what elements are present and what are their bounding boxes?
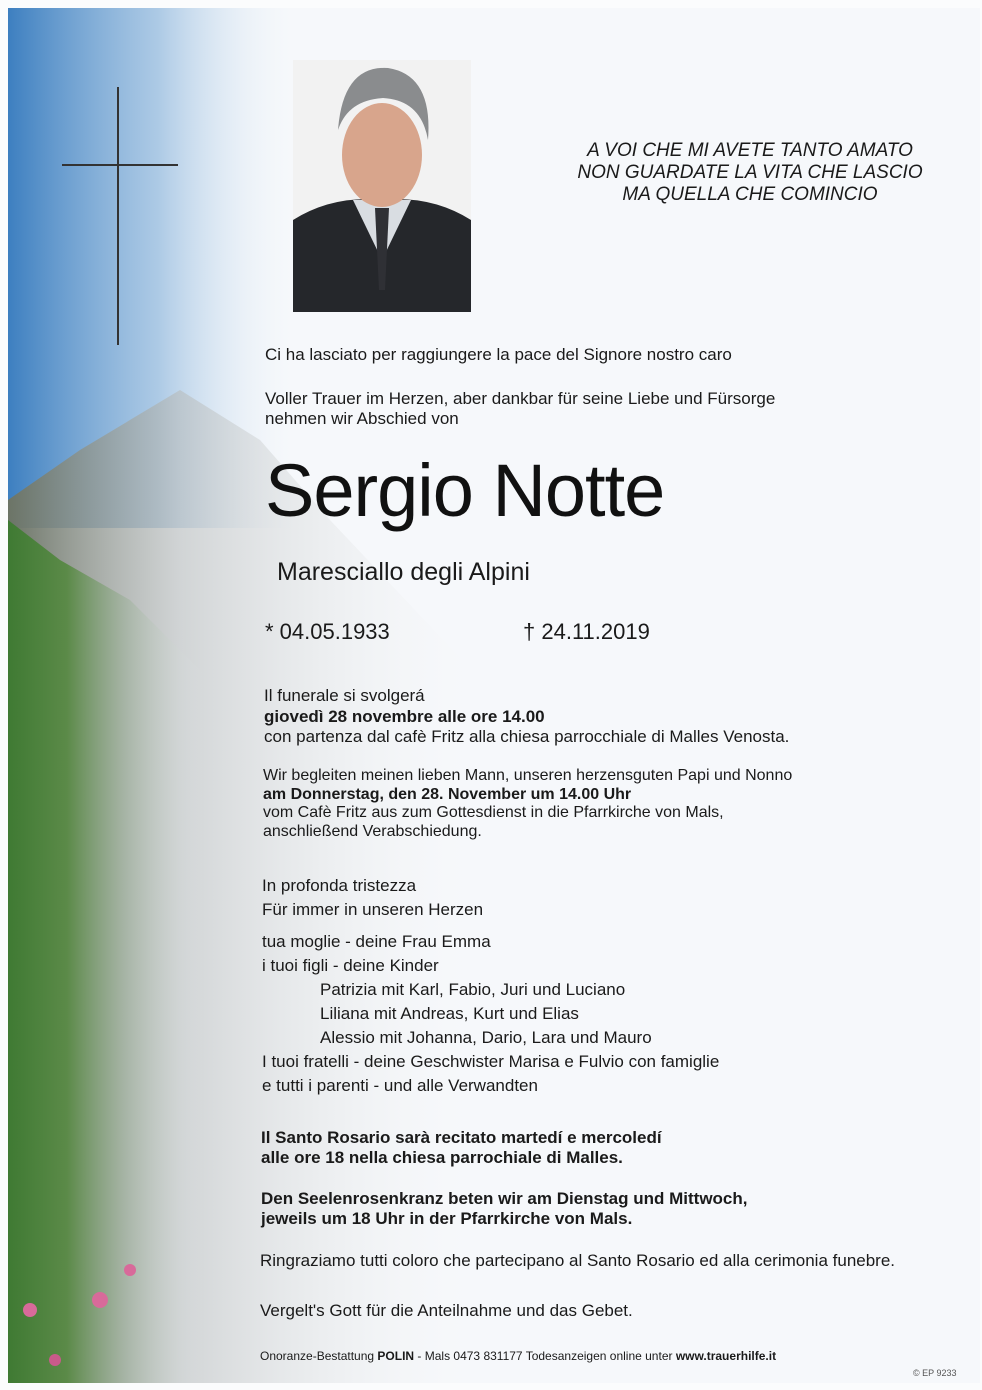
funeral-home-name: POLIN: [377, 1349, 415, 1363]
footer-text: Onoranze-Bestattung: [260, 1349, 378, 1363]
quote: [560, 140, 940, 206]
cross-bar: [62, 164, 178, 166]
thanks-german: Vergelt's Gott für die Anteilnahme und das Gebet.: [260, 1301, 633, 1320]
text-line: Il funerale si svolgerá: [264, 686, 425, 705]
intro-italian: Ci ha lasciato per raggiungere la pace del Signore nostro caro: [265, 345, 732, 364]
text-line: vom Cafè Fritz aus zum Gottesdienst in die Pfarrkirche von Mals,: [263, 804, 724, 821]
text-line: alle ore 18 nella chiesa parrochiale di Malles.: [261, 1148, 623, 1167]
portrait-photo: [293, 60, 471, 312]
cross-symbol-icon: †: [523, 619, 536, 644]
family-line: e tutti i parenti - und alle Verwandten: [262, 1076, 538, 1095]
text-line: In profonda tristezza: [262, 876, 417, 895]
thanks-italian: Ringraziamo tutti coloro che partecipano al Santo Rosario ed alla cerimonia funebre.: [260, 1251, 896, 1270]
website-link[interactable]: www.trauerhilfe.it: [675, 1349, 777, 1363]
intro-line: Voller Trauer im Herzen, aber dankbar für seine Liebe und Fürsorge: [265, 389, 776, 408]
mourners: [262, 874, 483, 922]
rosary-german: [261, 1189, 747, 1229]
funeral-german: [263, 767, 792, 841]
text-line: anschließend Verabschiedung.: [263, 822, 482, 840]
text-line: Den Seelenrosenkranz beten wir am Dienstag und Mittwoch,: [261, 1189, 748, 1208]
cross: [117, 87, 119, 345]
family-line: Alessio mit Johanna, Dario, Lara und Mauro: [320, 1028, 652, 1047]
text-line: giovedì 28 novembre alle ore 14.00: [264, 706, 545, 726]
text-line: jeweils um 18 Uhr in der Pfarrkirche von Mals.: [261, 1209, 633, 1228]
family-line: Liliana mit Andreas, Kurt und Elias: [320, 1004, 579, 1023]
family-list: [262, 930, 719, 1098]
rosary-italian: [261, 1128, 662, 1168]
footer: [260, 1349, 776, 1363]
deceased-name: Sergio Notte: [265, 449, 665, 532]
deceased-rank: Maresciallo degli Alpini: [277, 558, 530, 586]
document-code: © EP 9233: [913, 1368, 957, 1378]
family-line: Patrizia mit Karl, Fabio, Juri und Luciano: [320, 980, 626, 999]
intro-line: nehmen wir Abschied von: [265, 409, 459, 428]
funeral-italian: [264, 686, 789, 748]
intro-german: [265, 389, 775, 429]
quote-line: MA QUELLA CHE COMINCIO: [622, 184, 878, 205]
text-line: Für immer in unseren Herzen: [262, 900, 484, 919]
text-line: con partenza dal cafè Fritz alla chiesa parrocchiale di Malles Venosta.: [264, 727, 790, 746]
family-line: I tuoi fratelli - deine Geschwister Marisa e Fulvio con famiglie: [262, 1052, 720, 1071]
text-line: Il Santo Rosario sarà recitato martedí e mercoledí: [261, 1128, 662, 1147]
quote-line: A VOI CHE MI AVETE TANTO AMATO: [587, 140, 913, 161]
family-line: tua moglie - deine Frau Emma: [262, 932, 491, 951]
death-date-value: 24.11.2019: [541, 619, 650, 644]
text-line: am Donnerstag, den 28. November um 14.00 Uhr: [263, 785, 632, 803]
footer-text: - Mals 0473 831177 Todesanzeigen online unter: [414, 1349, 676, 1363]
family-line: i tuoi figli - deine Kinder: [262, 956, 439, 975]
death-date: [523, 619, 650, 645]
text-line: Wir begleiten meinen lieben Mann, unseren herzensguten Papi und Nonno: [263, 767, 793, 784]
birth-date: * 04.05.1933: [265, 619, 390, 644]
quote-line: NON GUARDATE LA VITA CHE LASCIO: [577, 162, 923, 183]
